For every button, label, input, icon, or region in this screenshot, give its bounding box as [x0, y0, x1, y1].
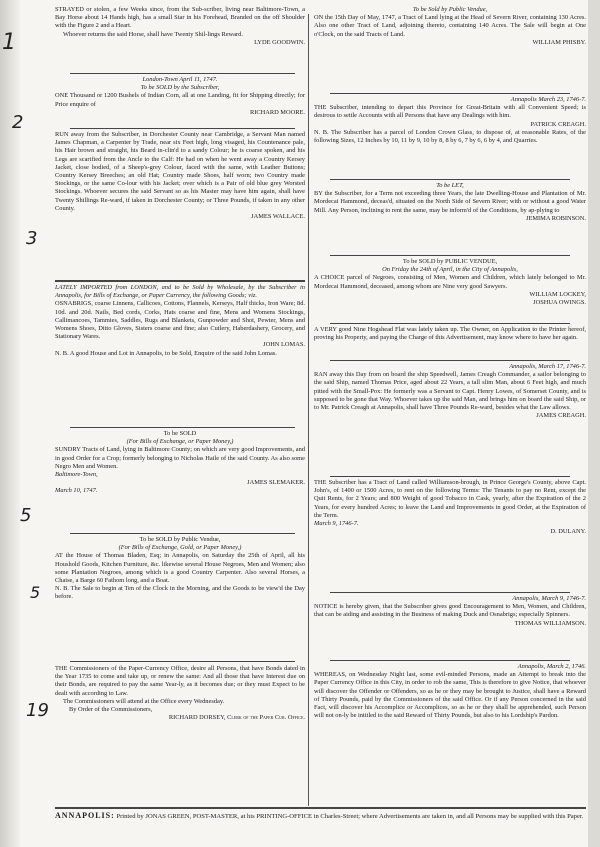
ad-signature: RICHARD MOORE.: [249, 108, 305, 116]
ad-body: NOTICE is hereby given, that the Subscriber gives good Encouragement to Men, Women, and Children, that can be aiding and assisting in the Business of making Duck and Osnabrigs; especially Spinners.: [314, 603, 586, 619]
ad-signature: RICHARD DORSEY, Clerk of the Paper Cur. Office.: [168, 714, 305, 722]
divider: [330, 660, 570, 661]
ad-strayed-horse: [55, 6, 305, 47]
ad-body: THE Subscriber, intending to depart this Province for Great-Britain with all Convenient Speed; is desirous to settle Accounts with all Persons that have any Dealings with him.: [314, 104, 586, 120]
ad-public-vendue-negroes: [314, 258, 586, 307]
ad-signature: D. DULANY.: [550, 528, 586, 536]
ad-heading: To be SOLD: [163, 430, 197, 437]
margin-mark: 2: [12, 112, 24, 133]
divider: [330, 93, 570, 94]
ad-body: N. B. The Subscriber has a parcel of London Crown Glass, to dispose of, at reasonable Rates, of the following Sizes, 12 Inches by 10, 11 by 9, 10 by 8, 8 by 6, 7 by 6, 6 by 4, and Quarries.: [314, 128, 586, 145]
margin-mark: 5: [20, 505, 32, 526]
ad-dateline: Annapolis, March 9, 1746-7.: [512, 595, 586, 602]
margin-mark: 19: [26, 700, 49, 721]
ad-body: STRAYED or stolen, a few Weeks since, from the Sub-scriber, living near Baltimore-Town, a Bay Horse about 14 Hands high, has a small Star in his Forehead, Branded on the off Shoulder with the Figure 2 and a Heart.: [55, 6, 305, 30]
ad-signature: JAMES SLEMAKER.: [247, 479, 305, 487]
ad-heading: To be SOLD by the Subscriber,: [140, 84, 220, 92]
divider: [70, 128, 295, 129]
ad-lately-imported: [55, 284, 305, 358]
ad-body: WHEREAS, on Wednesday Night last, some evil-minded Persons, made an Attempt to break into the Paper Currency Office in this City, in order to rob the same, This is therefore to give Notice, that whoever will discover the Offender or Offenders, so as he or they may be brought to Justice, shall have a Reward of Thirty Pounds, paid by the Commissioners of the said Office. Or if any Person concerned in the said Fact, will discover his Accomplice or Accomplices, so as he or they shall be apprehended, such Person will not on-ly be intitled to the said Reward of Thirty Pounds, but also to his Lordship's Pardon.: [314, 671, 586, 720]
ad-subheading: (For Bills of Exchange, or Paper Money,): [126, 438, 234, 446]
ad-body: RAN away this Day from on board the ship Speedwell, James Creagh Commander, a sailor belonging to the said Ship, named Thomas Price, aged about 22 Years, a tall slim Man, about 6 Feet high, and much pitted with the Small-Pox: He formerly was a Servant to Capt. Henry Lowes, of Somerset County, and is supposed to be gone that Way. Whoever takes up the said Man, and brings him on board the said Ship, or to Mr. Patrick Creagh at Annapolis, shall have Three Pounds Re-ward, besides what the Law allows.: [314, 371, 586, 412]
ad-body: OSNABRIGS, coarse Linnens, Callicoes, Cottons, Flannels, Kerseys, Half thicks, Iron Ware; 8d. 10d. and 20d. Nails, Bed cords, Corks, Hats coarse and fine, Mens and Womens Stockings, Callimancoes, Tammies, Saddles, Rugs and Blankets, Gunpowder and Shot, Pewter, Mens and Womens Shoes, Ditto Gloves, Sisters coarse and fine; also Cutlery, Haberdashery, Grocery, and Stationary Wares.: [55, 300, 305, 341]
ad-runaway-servant: [55, 131, 305, 221]
ad-body: BY the Subscriber, for a Term not exceeding three Years, the late Dwelling-House and Plantation of Mr. Mordecai Hammond, deceas'd, situated on the North Side of Severn River; with or without a good Water Mill. Any Person, inclining to rent the same, may be inform'd of the Conditions, by ap-plying to: [314, 190, 586, 214]
margin-mark: 5: [30, 583, 41, 602]
divider: [330, 592, 570, 593]
ad-hogshead-flat: [314, 326, 586, 342]
ad-body: AT the House of Thomas Bladen, Esq; in Annapolis, on Saturday the 25th of April, all his Houshold Goods, Kitchen Furniture, &c. likewise several House Negroes, Men and Women; also some Plantation Negroes, among which is a good Country Carpenter. Also several Horses, a Chaise, a Barge 60 Fathom long, and a Boat.: [55, 552, 305, 585]
ad-body: RUN away from the Subscriber, in Dorchester County near Cambridge, a Servant Man named James Chapman, a Carpenter by Trade, near six Feet high, long visaged, his Countenance pale, his Hair brown and straight, his Beard in-clin'd to a sandy Colour; he is coarse spoken, and his Legs are scarified from the Ancle to the Calf: He had on when he went away a Country Kersey Jacket, close bodied, of a Sheep's-grey Colour, faced with the same, with Leather Buttons; Country Kersey Breeches; an old Hat; Country made Shoes, half worn; two Country made Stockings, or the same Co-lour with his Jacket; over which is a Pair of old blue grey Worsted Stockings. Whoever secures the said Servant so as his Master may have him again, shall have Twenty Shillings Re-ward, if taken in Dorchester County; or Three Pounds, if taken in any other County.: [55, 131, 305, 212]
ad-signature: JOSHUA OWINGS.: [533, 299, 586, 307]
imprint-text: Printed by JONAS GREEN, POST-MASTER, at his PRINTING-OFFICE in Charles-Street; where Advertisements are taken in, and all Persons may be supplied with this Paper.: [116, 813, 584, 820]
divider: [330, 476, 570, 477]
divider: [70, 427, 295, 428]
ad-whereas-reward: [314, 663, 586, 720]
ad-runaway-sailor: [314, 363, 586, 420]
ad-body: A CHOICE parcel of Negroes, consisting of Men, Women and Children, which lately belonged to Mr. Mordecai Hammond, deceased, among whom are Nine very good Sawyers.: [314, 274, 586, 290]
divider: [70, 73, 295, 74]
ad-body: The Commissioners will attend at the Office every Wednesday.: [63, 697, 225, 705]
column-rule: [308, 14, 309, 806]
ad-body: N. B. A good House and Lot in Annapolis, to be Sold, Enquire of the said John Lomas.: [55, 349, 277, 357]
ad-body: By Order of the Commissioners,: [69, 706, 153, 714]
ad-heading: LATELY IMPORTED from LONDON, and to be Sold by Wholesale, by the Subscriber in Annapolis, for Bills of Exchange, or Paper Currency, the following Goods; viz.: [55, 284, 305, 300]
ad-notice-spinners: [314, 595, 586, 628]
ad-williamsonbrough: [314, 479, 586, 536]
footer-rule: [55, 807, 586, 809]
ad-to-be-let: [314, 182, 586, 223]
next-page-edge: [588, 0, 600, 847]
ad-signature: JAMES CREAGH.: [536, 412, 586, 420]
imprint-city: ANNAPOLIS:: [55, 811, 115, 820]
ad-body: A VERY good Nine Hogshead Flat was lately taken up. The Owner, on Application to the Printer hereof, proving his Property, and paying the Charge of this Advertisement, may know where to have her again.: [314, 326, 586, 342]
ad-signature: JEMIMA ROBINSON.: [525, 214, 586, 222]
ad-signature: JAMES WALLACE.: [251, 213, 305, 221]
divider: [70, 661, 295, 662]
divider: [70, 533, 295, 534]
ad-leaving-province: [314, 96, 586, 145]
divider: [330, 323, 570, 324]
ad-indian-corn: [55, 76, 305, 117]
ad-paper-currency: [55, 665, 305, 722]
ad-body: ONE Thousand or 1200 Bushels of Indian Corn, all at one Landing, fit for Shipping directly; for Price enquire of: [55, 92, 305, 108]
ad-body: N. B. The Sale to begin at Ten of the Clock in the Morning, and the Goods to be view'd the Day before.: [55, 585, 305, 601]
ad-vendue-severn: [314, 6, 586, 47]
ad-body: ON the 15th Day of May, 1747, a Tract of Land lying at the Head of Severn River, containing 130 Acres. Also one other Tract of Land, adjoining thereto, containing 140 Acres. The Sale will begin at One o'Clock, on the said Tracts of Land.: [314, 14, 586, 38]
ad-place: Baltimore-Town,: [55, 471, 98, 479]
ad-signature: WILLIAM PHISBY.: [532, 38, 586, 46]
ad-signature: LYDE GOODWIN.: [254, 38, 305, 46]
ad-body: Whoever returns the said Horse, shall have Twenty Shil-lings Reward.: [63, 30, 243, 38]
ad-bladen-vendue: [55, 536, 305, 602]
ad-dateline: Annapolis, March 2, 1746.: [517, 663, 586, 670]
ad-heading: To be SOLD by Public Vendue,: [139, 536, 221, 543]
margin-mark: 3: [26, 228, 38, 249]
ad-date: March 9, 1746-7.: [314, 520, 359, 528]
margin-mark: 1: [2, 30, 16, 55]
ad-signature: JOHN LOMAS.: [263, 341, 305, 349]
divider: [55, 280, 305, 282]
ad-heading: To be SOLD by PUBLIC VENDUE,: [402, 258, 498, 265]
divider: [330, 179, 570, 180]
ad-dateline: Annapolis, March 17, 1746-7.: [509, 363, 586, 370]
divider: [330, 255, 570, 256]
ad-signature: PATRICK CREAGH.: [530, 120, 586, 128]
ad-dateline: Annapolis March 23, 1746-7.: [510, 96, 586, 103]
printer-imprint: [55, 812, 586, 821]
ad-body: SUNDRY Tracts of Land, lying in Baltimore County; on which are very good Improvements, and in good Order for a Crop; formerly belonging to Nicholas Haile of the said County. As also some Negro Men and Women.: [55, 446, 305, 470]
ad-heading: To be Sold by Public Vendue,: [412, 6, 488, 13]
ad-dateline: London-Town April 11, 1747.: [142, 76, 218, 83]
ad-subheading: On Friday the 24th of April, in the City of Annapolis,: [382, 266, 518, 274]
ad-signature: THOMAS WILLIAMSON.: [514, 619, 586, 627]
ad-body: THE Commissioners of the Paper-Currency Office, desire all Persons, that have Bonds dated in the Year 1735 to come and take up, or renew the same: And all those that have Interest due on their Bonds, are required to pay the same Year-ly, as it becomes due; or they must Expect to be dealt with according to Law.: [55, 665, 305, 697]
ad-date: March 10, 1747.: [55, 487, 98, 495]
ad-sundry-tracts: [55, 430, 305, 496]
divider: [330, 360, 570, 361]
ad-signature: WILLIAM LOCKEY,: [529, 290, 586, 298]
ad-subheading: (For Bills of Exchange, Gold, or Paper Money,): [118, 544, 242, 552]
ad-body: THE Subscriber has a Tract of Land called Williamson-brough, in Prince George's County, above Capt. John's, of 1400 or 1500 Acres, to rent on the following Terms: The Tenants to pay no Rent, except the Quit Rents, for 2 Years; and 800 Weight of good Tobacco in Cask, yearly, after the Expiration of the 2 Years, for every hundred Acres; to leave the Land and Improvements in good Order, at the Expiration of the Term.: [314, 479, 586, 519]
ad-heading: To be LET,: [436, 182, 464, 189]
